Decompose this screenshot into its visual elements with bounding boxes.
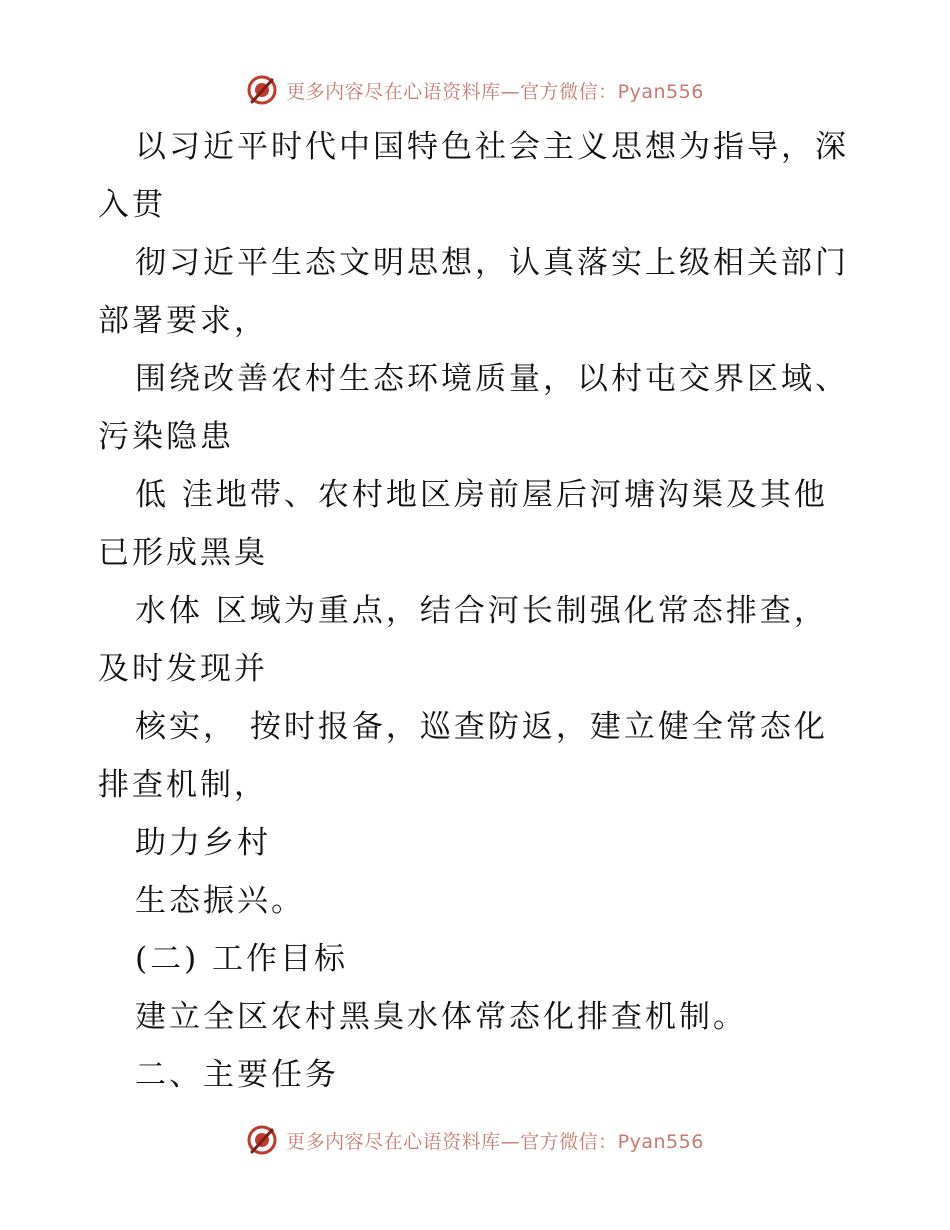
body-line-1: 以习近平时代中国特色社会主义思想为指导，深 bbox=[135, 129, 849, 165]
pen-circle-logo-icon bbox=[246, 1124, 278, 1156]
body-line-5: 围绕改善农村生态环境质量，以村屯交界区域、 bbox=[135, 361, 849, 397]
document-body bbox=[0, 118, 950, 1108]
pen-circle-logo-icon bbox=[246, 74, 278, 106]
body-line-6: 污染隐患 bbox=[98, 419, 234, 455]
body-line-10: 及时发现并 bbox=[98, 651, 268, 687]
header-watermark-text: 更多内容尽在心语资料库—官方微信：Pyan556 bbox=[286, 80, 704, 103]
body-line-7: 低 洼地带、农村地区房前屋后河塘沟渠及其他 bbox=[135, 477, 828, 513]
body-line-8: 已形成黑臭 bbox=[98, 535, 268, 571]
section-heading-work-goals: (二) 工作目标 bbox=[135, 941, 349, 977]
body-line-3: 彻习近平生态文明思想，认真落实上级相关部门 bbox=[135, 245, 849, 281]
body-line-16: 建立全区农村黑臭水体常态化排查机制。 bbox=[135, 999, 747, 1035]
body-line-2: 入贯 bbox=[98, 187, 166, 223]
footer-watermark-text: 更多内容尽在心语资料库—官方微信：Pyan556 bbox=[286, 1130, 704, 1153]
body-line-13: 助力乡村 bbox=[135, 825, 271, 861]
section-heading-main-tasks: 二、主要任务 bbox=[135, 1057, 339, 1093]
body-line-14: 生态振兴。 bbox=[135, 883, 305, 919]
body-line-11: 核实， 按时报备，巡查防返，建立健全常态化 bbox=[135, 709, 828, 745]
body-line-9: 水体 区域为重点，结合河长制强化常态排查， bbox=[135, 593, 828, 629]
footer-watermark-banner bbox=[0, 1120, 950, 1160]
header-watermark-banner bbox=[0, 70, 950, 110]
body-line-4: 部署要求， bbox=[98, 303, 268, 339]
body-line-12: 排查机制， bbox=[98, 767, 268, 803]
